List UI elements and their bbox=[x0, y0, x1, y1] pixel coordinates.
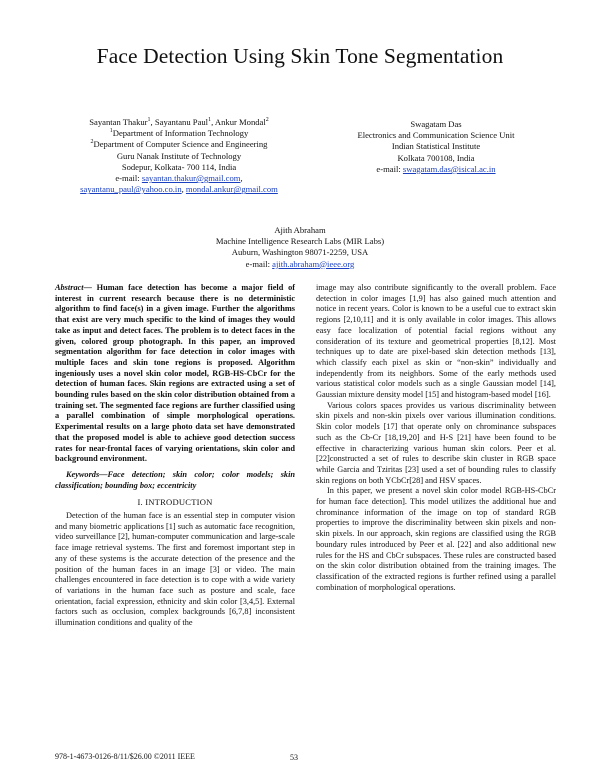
body-paragraph: In this paper, we present a novel skin color model RGB-HS-CbCr for human face detection]. This model utilizes the additional hue and chrominance information of the image on top of standard RGB properties to improve the discriminality between skin pixels and non-skin pixels. In our approach, skin regions are classified using the RGB boundary rules introduced by Peer et al. [22] and also additional new rules for the HS and CbCr subspaces. These rules are constructed based on the skin color distribution obtained from the training images. The classification of the extracted regions is further refined using a parallel combination of morphological operations. bbox=[316, 486, 556, 592]
address: Auburn, Washington 98071-2259, USA bbox=[231, 247, 369, 258]
address: Sodepur, Kolkata- 700 114, India bbox=[121, 161, 237, 172]
email-link[interactable]: ajith.abraham@ieee.org bbox=[272, 258, 355, 269]
affil-dept: Electronics and Communication Science Unit bbox=[357, 130, 515, 141]
abstract-label: Abstract— bbox=[55, 283, 92, 292]
author-name: Swagatam Das bbox=[410, 119, 462, 129]
affiliation-2 bbox=[44, 139, 314, 150]
address: Kolkata 700108, India bbox=[397, 152, 475, 163]
author-sep: , bbox=[211, 117, 215, 127]
affil-sup: 1 bbox=[109, 128, 113, 135]
paper-title: Face Detection Using Skin Tone Segmentation bbox=[96, 44, 504, 68]
abstract bbox=[55, 283, 295, 465]
email-prefix: e-mail: bbox=[376, 163, 403, 174]
email-link[interactable]: sayantan.thakur@gmail.com bbox=[141, 173, 241, 184]
email-prefix: e-mail: bbox=[245, 258, 273, 269]
keywords: Keywords—Face detection; skin color; color models; skin classification; bounding box; eccentricity bbox=[55, 469, 295, 490]
email-link[interactable]: swagatam.das@isical.ac.in bbox=[402, 163, 496, 174]
institution: Guru Nanak Institute of Technology bbox=[116, 150, 242, 161]
email-sep: , bbox=[181, 184, 186, 195]
affil-sup: 2 bbox=[90, 139, 94, 146]
author-name: Ankur Mondal bbox=[214, 117, 266, 127]
affil-text: Department of Computer Science and Engineering bbox=[93, 139, 268, 150]
email-line-2 bbox=[44, 184, 314, 195]
affil-lab: Machine Intelligence Research Labs (MIR Labs) bbox=[215, 236, 385, 247]
body-paragraph: Various colors spaces provides us various discriminality between skin pixels and non-skin pixels over various illumination conditions. Skin color models [17] that operate only on chrominance subspaces such as the Cb-Cr [18,19,20] and H-S [21] have been found to be effective in characterizing various human skin colors. Peer et al.[22]constructed a set of rules to describe skin cluster in RGB space while Garcia and Tziritas [23] used a set of bounding rules to classify skin regions on both YCbCr[28] and HSV spaces. bbox=[316, 400, 556, 485]
email-sep: , bbox=[240, 173, 243, 184]
email-line bbox=[316, 164, 556, 175]
email-line bbox=[150, 259, 450, 270]
institution: Indian Statistical Institute bbox=[391, 141, 481, 152]
affiliation-1 bbox=[44, 128, 314, 139]
email-link[interactable]: sayantanu_paul@yahoo.co.in bbox=[80, 184, 182, 195]
author-names bbox=[44, 117, 314, 128]
author-sup: 2 bbox=[265, 117, 269, 124]
author-name: Sayantanu Paul bbox=[154, 117, 209, 127]
abstract-text: Human face detection has become a major field of interest in current research because there is no deterministic algorithm to find face(s) in a given image. Further the algorithms that exist are very much specific to the kind of images they would take as input and detect faces. The problem is to detect faces in the given, colored group photograph. In this paper, an improved segmentation algorithm for face detection in color images with multiple faces and skin tone regions is proposed. Algorithm ingeniously uses a novel skin color model, RGB-HS-CbCr for the detection of human faces. Skin regions are extracted using a set of bounding rules based on the skin color distribution obtained from a training set. The segmented face regions are further classified using a parallel combination of simple morphological operations. Experimental results on a large photo data set have demonstrated that the proposed model is able to achieve good detection success rates for near-frontal faces of varying orientations, skin color and background environment. bbox=[55, 283, 295, 464]
author-block-2 bbox=[316, 119, 556, 175]
email-link[interactable]: mondal.ankur@gmail.com bbox=[185, 184, 278, 195]
author-block-1 bbox=[44, 117, 314, 195]
body-paragraph: image may also contribute significantly to the overall problem. Face detection in color images [1,9] has also gained much attention and notice in recent years. Color is known to be a useful cue to extract skin regions [2,10,11] and it is only available in color images. This allows easy face localization of potential facial regions without any consideration of its texture and geometrical properties [8,12]. Most techniques up to date are pixel-based skin detection methods [13], which classify each pixel as skin or “non-skin” individually and independently from its neighbors. Some of the early methods used various statistical color models such as a single Gaussian model [14], Gaussian mixture density model [15] and histogram-based model [16]. bbox=[316, 283, 556, 400]
footer-isbn: 978-1-4673-0126-8/11/$26.00 ©2011 IEEE bbox=[55, 752, 195, 761]
author-sup: 1 bbox=[208, 117, 212, 124]
author-sep: , bbox=[150, 117, 155, 127]
author-block-3 bbox=[150, 225, 450, 270]
author-sup: 1 bbox=[147, 117, 151, 124]
left-column bbox=[55, 283, 295, 629]
author-name: Ajith Abraham bbox=[274, 225, 326, 235]
author-name: Sayantan Thakur bbox=[89, 117, 148, 127]
affil-text: Department of Information Technology bbox=[112, 128, 249, 139]
email-line bbox=[44, 173, 314, 184]
intro-paragraph: Detection of the human face is an essential step in computer vision and many biometric applications [1] such as automatic face recognition, video surveillance [2], human-computer communication and large-scale face image retrieval systems. The first and foremost important step in any of these systems is the accurate detection of the presence and the position of the human faces in an image [3] or video. The main challenges encountered in face detection is to cope with a wide variety of variations in the human face such as posture and scale, face orientation, facial expression, ethnicity and skin color [3,4,5]. External factors such as occlusion, complex backgrounds [6,7,8] inconsistent illumination conditions and quality of the bbox=[55, 511, 295, 628]
section-heading: I. INTRODUCTION bbox=[137, 497, 213, 508]
page-number: 53 bbox=[290, 753, 298, 762]
email-prefix: e-mail: bbox=[115, 173, 142, 184]
right-column bbox=[316, 283, 556, 593]
